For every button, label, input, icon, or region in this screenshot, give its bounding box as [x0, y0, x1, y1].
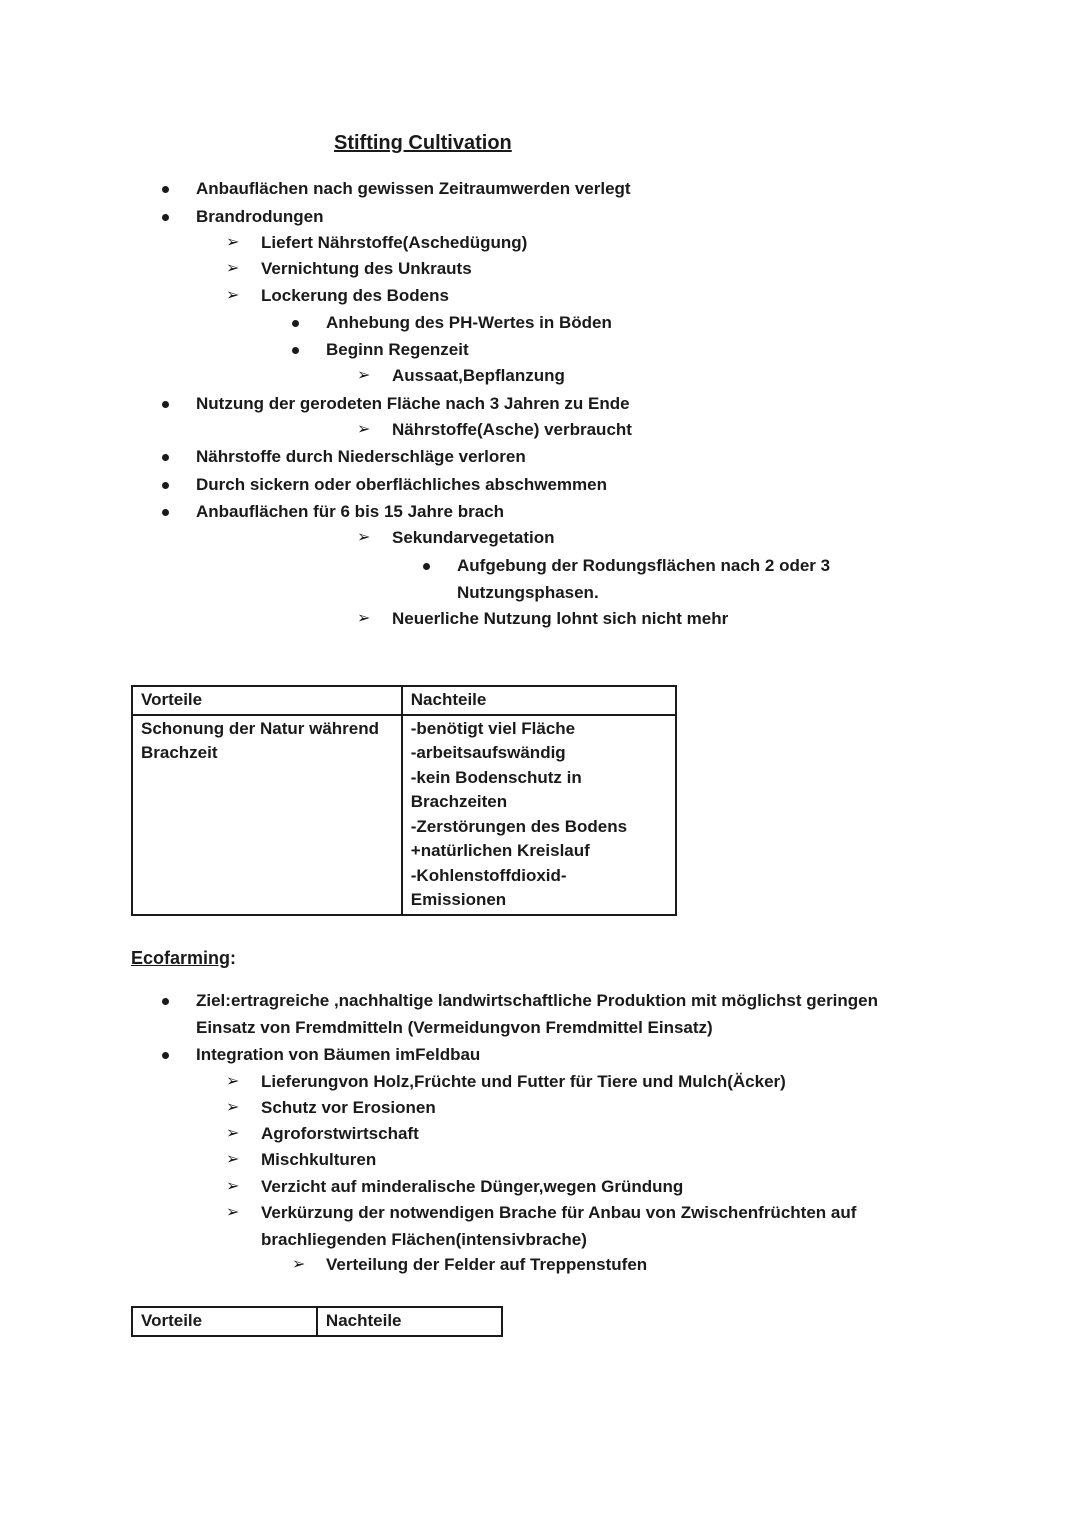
arrow-bullet-icon: ➢: [226, 1151, 240, 1168]
arrow-bullet-icon: ➢: [226, 1125, 240, 1142]
table-cell-line: +natürlichen Kreislauf: [410, 841, 590, 860]
table-header-nachteile: Nachteile: [317, 1307, 502, 1336]
pros-cons-table-ecofarming: [131, 1306, 503, 1337]
table-cell-nachteile: [402, 715, 676, 915]
arrow-bullet-icon: ➢: [226, 1204, 240, 1221]
bullet-dot-icon: [292, 320, 299, 327]
list-item-text: Schutz vor Erosionen: [261, 1098, 436, 1117]
list-item-text: Anbauflächen für 6 bis 15 Jahre brach: [196, 502, 504, 521]
arrow-bullet-icon: ➢: [226, 234, 240, 251]
table-cell-line: -benötigt viel Fläche: [410, 718, 576, 738]
table-cell-line: Emissionen: [410, 890, 507, 909]
list-item-text: Aussaat,Bepflanzung: [392, 366, 565, 385]
table-cell-line: Schonung der Natur während: [141, 718, 380, 738]
list-item-text: Mischkulturen: [261, 1150, 377, 1169]
bullet-dot-icon: [162, 509, 169, 516]
list-item-text: Nährstoffe(Asche) verbraucht: [392, 420, 632, 439]
list-item-text: Brandrodungen: [196, 207, 324, 226]
bullet-dot-icon: [162, 401, 169, 408]
table-cell-line: Brachzeiten: [410, 792, 508, 811]
arrow-bullet-icon: ➢: [292, 1256, 306, 1273]
bullet-dot-icon: [423, 563, 430, 570]
list-item-text: Vernichtung des Unkrauts: [261, 259, 472, 278]
table-cell-line: -arbeitsaufswändig: [410, 743, 566, 762]
bullet-dot-icon: [162, 214, 169, 221]
arrow-bullet-icon: ➢: [226, 1073, 240, 1090]
bullet-dot-icon: [292, 347, 299, 354]
list-item-text: Nutzungsphasen.: [457, 583, 599, 602]
list-item-text: Sekundarvegetation: [392, 528, 555, 547]
list-item-text: Lockerung des Bodens: [261, 286, 449, 305]
list-item-text: Lieferungvon Holz,Früchte und Futter für Tiere und Mulch(Äcker): [261, 1072, 786, 1091]
bullet-dot-icon: [162, 454, 169, 461]
section-heading-colon: :: [230, 948, 237, 968]
arrow-bullet-icon: ➢: [226, 1178, 240, 1195]
bullet-dot-icon: [162, 1052, 169, 1059]
table-header-vorteile: Vorteile: [132, 686, 402, 715]
table-cell-line: -Zerstörungen des Bodens: [410, 816, 628, 836]
list-item-text: Ziel:ertragreiche ,nachhaltige landwirtschaftliche Produktion mit möglichst geringen: [196, 991, 879, 1010]
list-item-text: Liefert Nährstoffe(Aschedügung): [261, 233, 528, 252]
list-item-text: Agroforstwirtschaft: [261, 1124, 419, 1143]
list-item-text: brachliegenden Flächen(intensivbrache): [261, 1230, 587, 1249]
bullet-dot-icon: [162, 998, 169, 1005]
document-title: Stifting Cultivation: [334, 132, 512, 154]
list-item-text: Verzicht auf minderalische Dünger,wegen Gründung: [261, 1177, 684, 1196]
list-item-text: Verteilung der Felder auf Treppenstufen: [326, 1255, 648, 1274]
list-item-text: Durch sickern oder oberflächliches abschwemmen: [196, 475, 607, 494]
table-header-vorteile: Vorteile: [132, 1307, 317, 1336]
arrow-bullet-icon: ➢: [357, 367, 371, 384]
pros-cons-table-shifting: [131, 685, 677, 916]
list-item-text: Neuerliche Nutzung lohnt sich nicht mehr: [392, 609, 729, 628]
list-item-text: Nährstoffe durch Niederschläge verloren: [196, 447, 526, 466]
section-heading-ecofarming: [131, 948, 236, 969]
arrow-bullet-icon: ➢: [357, 421, 371, 438]
list-item-text: Einsatz von Fremdmitteln (Vermeidungvon Fremdmittel Einsatz): [196, 1018, 713, 1037]
table-cell-line: -kein Bodenschutz in: [410, 767, 582, 787]
table-header-nachteile: Nachteile: [402, 686, 676, 715]
list-item-text: Aufgebung der Rodungsflächen nach 2 oder 3: [457, 556, 831, 575]
bullet-dot-icon: [162, 186, 169, 193]
list-item-text: Anhebung des PH-Wertes in Böden: [326, 313, 612, 332]
arrow-bullet-icon: ➢: [226, 287, 240, 304]
arrow-bullet-icon: ➢: [357, 529, 371, 546]
list-item-text: Anbauflächen nach gewissen Zeitraumwerden verlegt: [196, 179, 631, 198]
bullet-dot-icon: [162, 482, 169, 489]
list-item-text: Nutzung der gerodeten Fläche nach 3 Jahren zu Ende: [196, 394, 630, 413]
arrow-bullet-icon: ➢: [226, 260, 240, 277]
list-item-text: Integration von Bäumen imFeldbau: [196, 1045, 481, 1064]
table-cell-line: -Kohlenstoffdioxid-: [410, 865, 567, 885]
arrow-bullet-icon: ➢: [357, 610, 371, 627]
list-item-text: Beginn Regenzeit: [326, 340, 469, 359]
table-cell-vorteile: [132, 715, 402, 915]
list-item-text: Verkürzung der notwendigen Brache für Anbau von Zwischenfrüchten auf: [261, 1203, 857, 1222]
arrow-bullet-icon: ➢: [226, 1099, 240, 1116]
table-cell-line: Brachzeit: [141, 743, 218, 762]
section-heading-text: Ecofarming: [131, 948, 231, 968]
